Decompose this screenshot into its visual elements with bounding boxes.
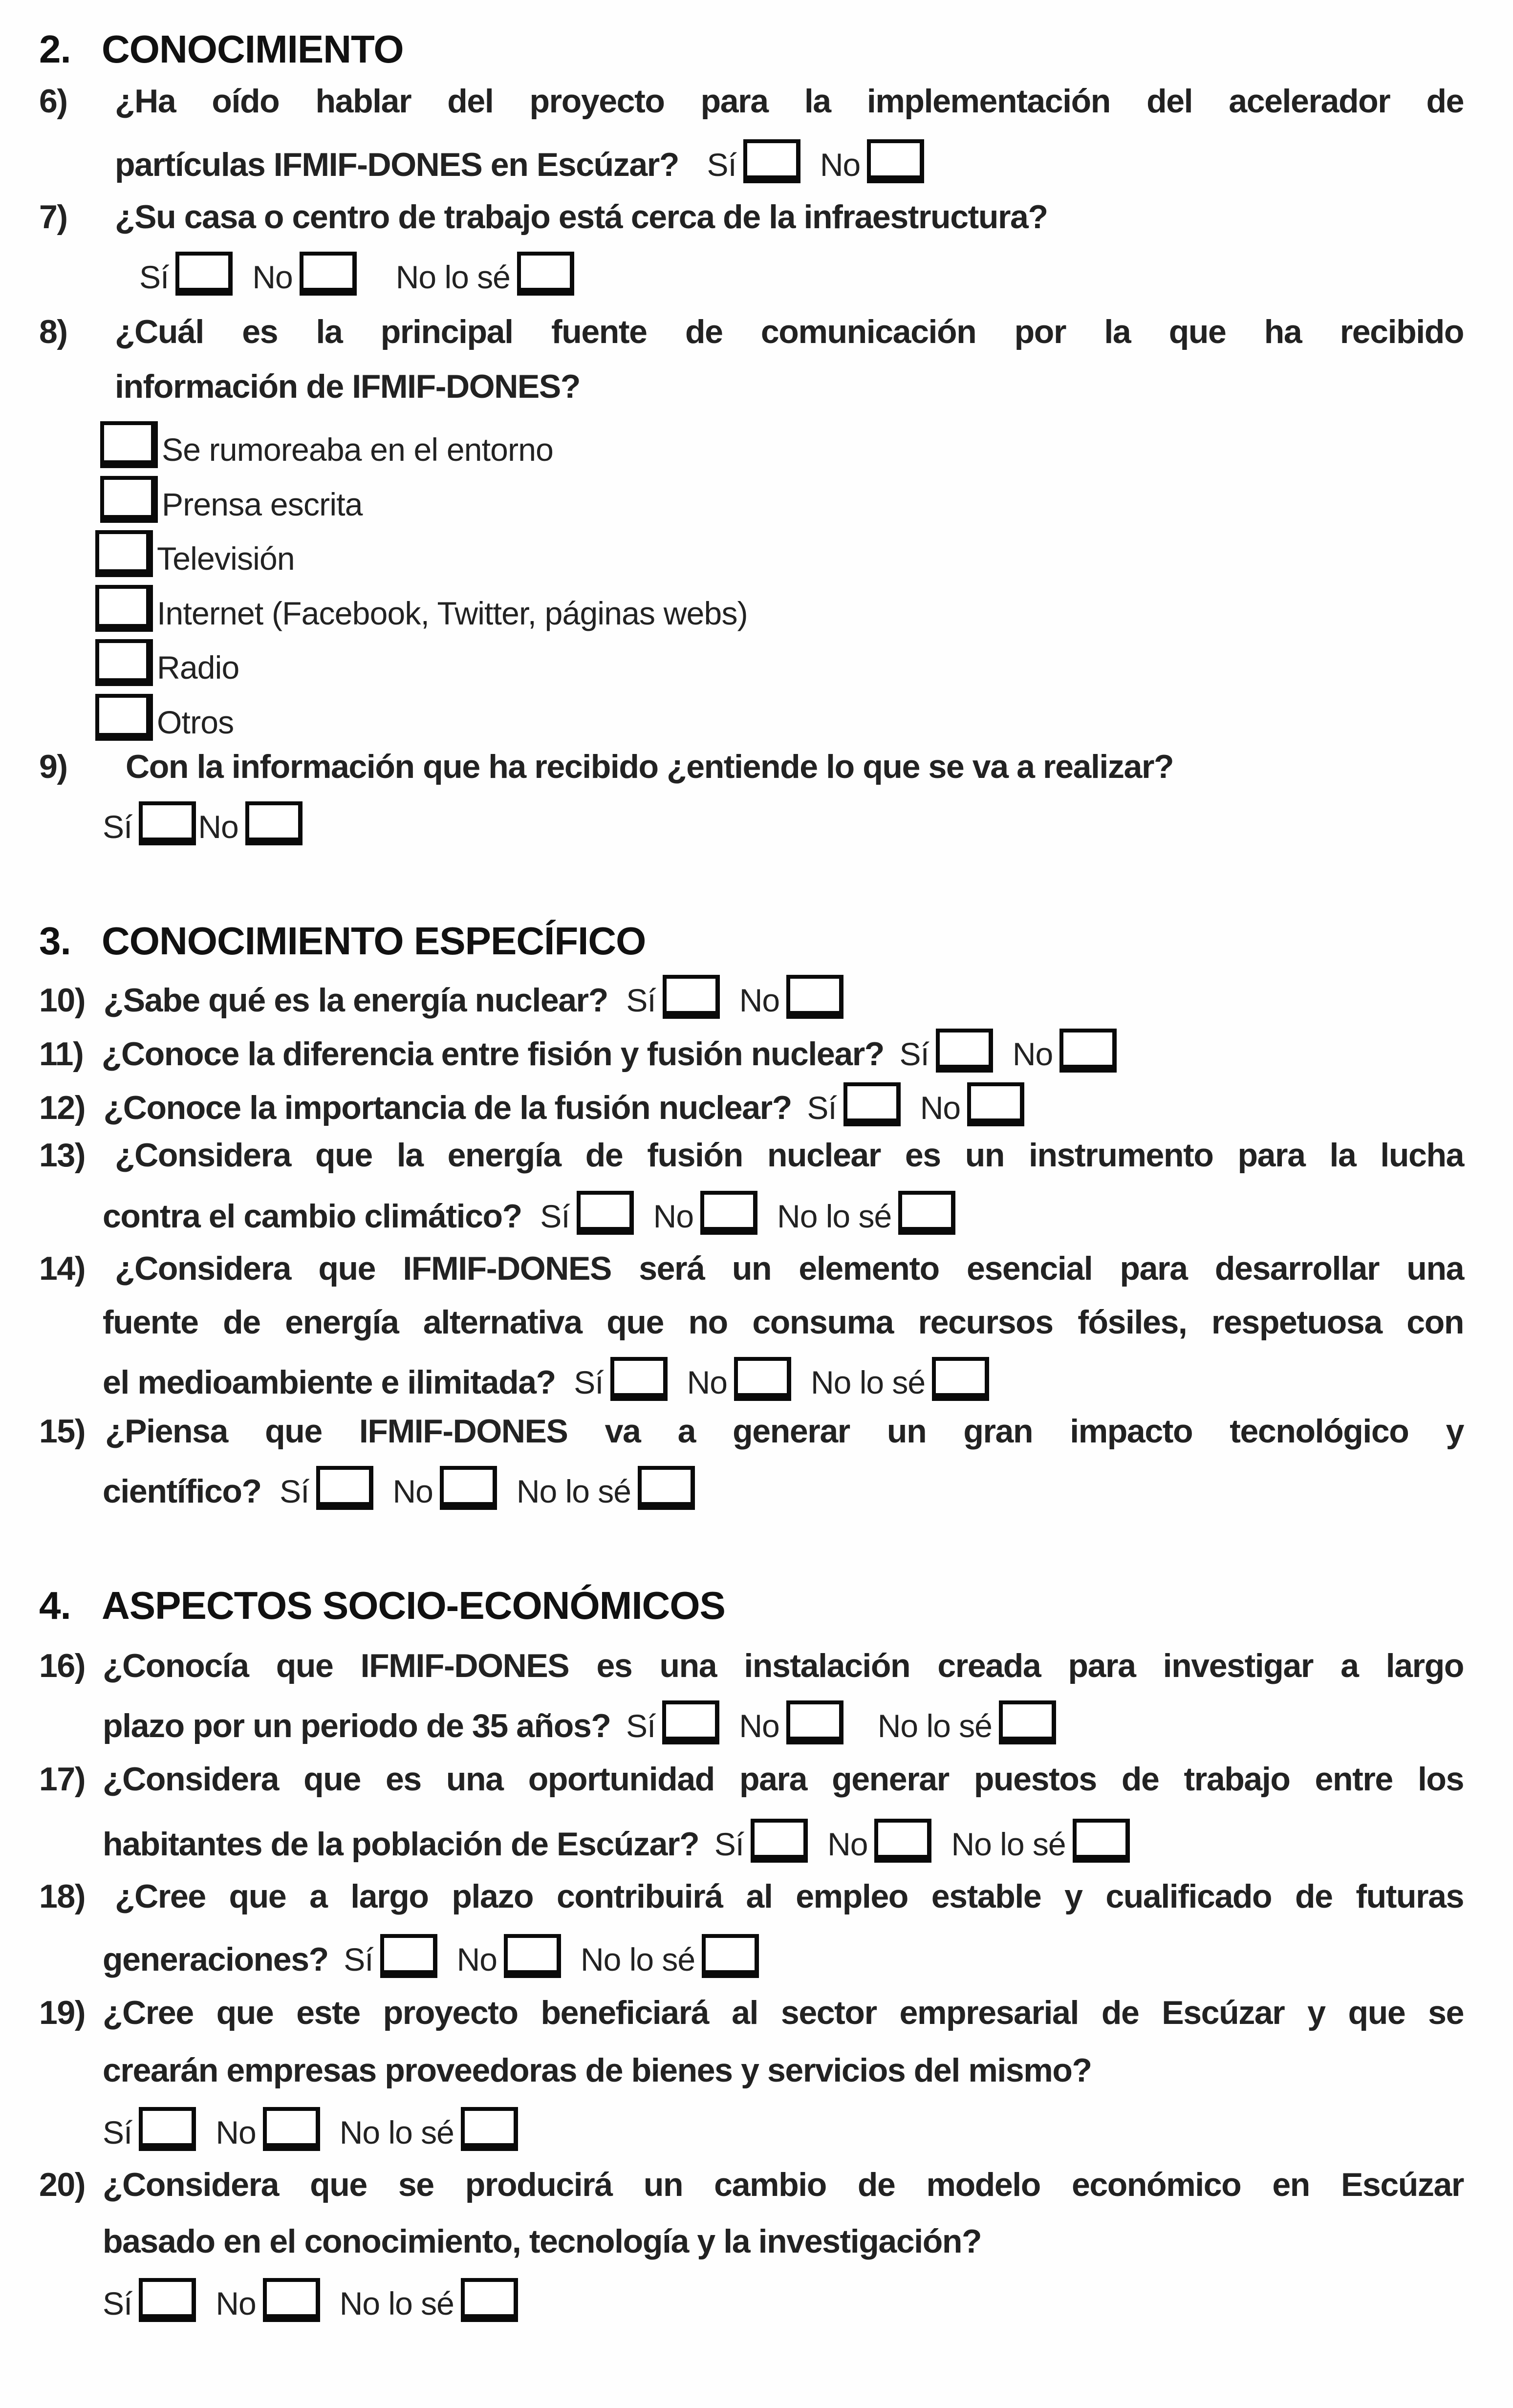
question-text: ¿Ha oído hablar del proyecto para la implementación del acelerador de — [115, 83, 1464, 120]
question-text: ¿Sabe qué es la energía nuclear? — [103, 982, 608, 1019]
question-12 — [39, 1082, 1024, 1127]
question-text: ¿Conoce la diferencia entre fisión y fusión nuclear? — [101, 1035, 884, 1073]
question-number: 6) — [39, 83, 67, 120]
question-text: ¿Considera que la energía de fusión nuclear es un instrumento para la lucha — [115, 1137, 1464, 1174]
answer-group — [280, 1466, 695, 1510]
question-text: ¿Su casa o centro de trabajo está cerca de la infraestructura? — [115, 198, 1048, 236]
question-20 — [39, 2166, 1464, 2204]
option-prensa[interactable] — [100, 476, 363, 523]
answer-label-si: Sí — [574, 1364, 604, 1400]
question-11 — [39, 1029, 1117, 1073]
question-text: fuente de energía alternativa que no consuma recursos fósiles, respetuosa con — [103, 1304, 1464, 1341]
question-number: 13) — [39, 1137, 86, 1174]
question-14-line-3 — [103, 1357, 989, 1401]
section-number: 3. — [39, 919, 71, 963]
question-number: 14) — [39, 1250, 86, 1287]
question-text: ¿Cuál es la principal fuente de comunicación por la que ha recibido — [115, 313, 1464, 350]
option-radio[interactable] — [95, 639, 239, 686]
section-number: 4. — [39, 1584, 71, 1627]
answer-label-si: Sí — [626, 982, 656, 1018]
checkbox-q15-si[interactable] — [316, 1466, 373, 1510]
question-9 — [39, 748, 1174, 786]
checkbox-q19-si[interactable] — [139, 2107, 196, 2151]
option-label: Se rumoreaba en el entorno — [162, 431, 554, 468]
question-text: ¿Considera que se producirá un cambio de modelo económico en Escúzar — [103, 2166, 1464, 2203]
answer-label-no-lo-se: No lo sé — [777, 1198, 892, 1234]
answer-label-si: Sí — [344, 1941, 373, 1978]
question-13-line-2 — [103, 1191, 955, 1235]
question-text: plazo por un periodo de 35 años? — [103, 1707, 611, 1744]
answer-label-no: No — [920, 1090, 961, 1126]
checkbox-q20-no[interactable] — [263, 2278, 320, 2322]
question-text: contra el cambio climático? — [103, 1198, 522, 1235]
answer-label-no-lo-se: No lo sé — [516, 1473, 631, 1509]
answer-label-no: No — [216, 2285, 256, 2322]
answer-label-no: No — [653, 1198, 694, 1234]
question-text: ¿Piensa que IFMIF-DONES va a generar un gran impacto tecnológico y — [105, 1413, 1464, 1450]
section-title: CONOCIMIENTO — [102, 27, 404, 71]
checkbox-q11-si[interactable] — [936, 1029, 993, 1073]
checkbox-q16-no-lo-se[interactable] — [999, 1700, 1056, 1744]
option-label: Prensa escrita — [162, 486, 363, 522]
checkbox-q6-no[interactable] — [867, 139, 924, 183]
answer-label-si: Sí — [103, 2285, 132, 2322]
option-label: Internet (Facebook, Twitter, páginas webs) — [157, 595, 748, 631]
answer-label-no-lo-se: No lo sé — [877, 1708, 992, 1744]
checkbox-q18-no[interactable] — [504, 1934, 561, 1978]
checkbox-q18-no-lo-se[interactable] — [702, 1934, 759, 1978]
question-10 — [39, 975, 843, 1019]
section-number: 2. — [39, 27, 71, 71]
checkbox-q17-no[interactable] — [874, 1819, 931, 1863]
question-number: 15) — [39, 1413, 86, 1450]
checkbox-option[interactable] — [95, 530, 153, 577]
question-9-answers — [103, 801, 303, 845]
question-number: 19) — [39, 1994, 86, 2031]
checkbox-q11-no[interactable] — [1059, 1029, 1117, 1073]
question-7-answers — [139, 252, 574, 296]
question-number: 7) — [39, 198, 67, 236]
checkbox-q9-no[interactable] — [245, 801, 303, 845]
checkbox-q17-si[interactable] — [751, 1819, 808, 1863]
question-13 — [39, 1136, 1464, 1174]
question-8 — [39, 313, 1464, 351]
answer-group — [574, 1357, 989, 1401]
answer-label-no-lo-se: No lo sé — [811, 1364, 926, 1400]
answer-label-no: No — [252, 259, 293, 295]
checkbox-q13-no[interactable] — [700, 1191, 757, 1235]
checkbox-q7-no[interactable] — [300, 252, 357, 296]
question-19-answers — [103, 2107, 518, 2151]
option-otros[interactable] — [95, 694, 234, 741]
question-text: ¿Considera que es una oportunidad para generar puestos de trabajo entre los — [103, 1761, 1464, 1798]
question-15 — [39, 1412, 1464, 1450]
answer-label-si: Sí — [714, 1826, 744, 1862]
checkbox-q10-no[interactable] — [786, 975, 843, 1019]
question-15-line-2 — [103, 1466, 695, 1510]
checkbox-option[interactable] — [95, 585, 153, 632]
answer-label-no: No — [820, 147, 861, 183]
question-6-line-2 — [115, 139, 924, 184]
question-14-line-2 — [103, 1303, 1464, 1341]
question-17 — [39, 1760, 1464, 1798]
question-16-line-2 — [103, 1700, 1056, 1745]
option-television[interactable] — [95, 530, 295, 577]
checkbox-q12-no[interactable] — [967, 1082, 1024, 1126]
question-18-line-2 — [103, 1934, 759, 1978]
answer-group — [344, 1934, 759, 1978]
answer-group — [714, 1819, 1130, 1863]
question-6 — [39, 82, 1464, 120]
checkbox-q16-si[interactable] — [662, 1700, 719, 1744]
question-14 — [39, 1249, 1464, 1288]
question-text: ¿Conoce la importancia de la fusión nuclear? — [103, 1089, 792, 1126]
checkbox-q13-si[interactable] — [577, 1191, 634, 1235]
answer-label-no: No — [1012, 1036, 1053, 1072]
checkbox-q19-no-lo-se[interactable] — [461, 2107, 518, 2151]
question-number: 11) — [39, 1035, 84, 1073]
answer-label-no-lo-se: No lo sé — [339, 2114, 454, 2150]
question-7 — [39, 198, 1048, 236]
answer-label-no: No — [392, 1473, 433, 1509]
question-20-line-2 — [103, 2222, 981, 2260]
question-number: 10) — [39, 982, 86, 1019]
question-text: habitantes de la población de Escúzar? — [103, 1826, 699, 1863]
question-number: 8) — [39, 313, 67, 350]
checkbox-q14-si[interactable] — [610, 1357, 668, 1401]
section-heading-aspectos-socio-economicos — [39, 1583, 725, 1628]
question-text: el medioambiente e ilimitada? — [103, 1364, 556, 1401]
checkbox-q9-si[interactable] — [139, 801, 196, 845]
option-internet[interactable] — [95, 585, 748, 632]
question-number: 17) — [39, 1761, 86, 1798]
question-number: 16) — [39, 1647, 86, 1684]
checkbox-q19-no[interactable] — [263, 2107, 320, 2151]
question-16 — [39, 1647, 1464, 1685]
answer-group — [626, 975, 843, 1019]
question-17-line-2 — [103, 1819, 1130, 1863]
checkbox-q15-no[interactable] — [440, 1466, 497, 1510]
question-19-line-2 — [103, 2051, 1092, 2089]
answer-label-si: Sí — [899, 1036, 929, 1072]
checkbox-q18-si[interactable] — [380, 1934, 437, 1978]
question-text: información de IFMIF-DONES? — [115, 368, 580, 405]
answer-label-no-lo-se: No lo sé — [395, 259, 510, 295]
question-8-line-2 — [115, 367, 580, 406]
question-18 — [39, 1877, 1464, 1915]
option-label: Radio — [157, 649, 239, 686]
question-text: ¿Conocía que IFMIF-DONES es una instalación creada para investigar a largo — [103, 1647, 1464, 1684]
checkbox-option[interactable] — [100, 476, 158, 523]
answer-label-no-lo-se: No lo sé — [951, 1826, 1066, 1862]
answer-label-si: Sí — [626, 1708, 656, 1744]
question-text: crearán empresas proveedoras de bienes y servicios del mismo? — [103, 2052, 1092, 2089]
answer-label-no: No — [456, 1941, 497, 1978]
checkbox-q7-si[interactable] — [175, 252, 233, 296]
answer-group — [707, 139, 925, 183]
section-heading-conocimiento-especifico — [39, 919, 646, 964]
checkbox-q13-no-lo-se[interactable] — [898, 1191, 955, 1235]
answer-label-si: Sí — [139, 259, 169, 295]
section-heading-conocimiento — [39, 27, 404, 72]
answer-group — [899, 1029, 1117, 1073]
answer-label-si: Sí — [103, 809, 132, 845]
answer-label-no: No — [216, 2114, 256, 2150]
answer-label-no: No — [827, 1826, 868, 1862]
question-19 — [39, 1994, 1464, 2032]
answer-group — [626, 1700, 1056, 1744]
answer-label-si: Sí — [807, 1090, 837, 1126]
option-label: Otros — [157, 704, 234, 740]
checkbox-q14-no[interactable] — [734, 1357, 791, 1401]
answer-label-si: Sí — [707, 147, 736, 183]
answer-label-si: Sí — [103, 2114, 132, 2150]
question-number: 12) — [39, 1089, 86, 1126]
checkbox-option[interactable] — [95, 694, 153, 741]
question-number: 20) — [39, 2166, 86, 2203]
answer-label-no-lo-se: No lo sé — [581, 1941, 695, 1978]
checkbox-q15-no-lo-se[interactable] — [638, 1466, 695, 1510]
question-text: ¿Cree que a largo plazo contribuirá al empleo estable y cualificado de futuras — [115, 1878, 1464, 1915]
question-text: basado en el conocimiento, tecnología y la investigación? — [103, 2223, 982, 2260]
answer-label-si: Sí — [280, 1473, 309, 1509]
question-text: ¿Cree que este proyecto beneficiará al sector empresarial de Escúzar y que se — [103, 1994, 1464, 2031]
checkbox-q7-no-lo-se[interactable] — [517, 252, 574, 296]
question-text: generaciones? — [103, 1941, 328, 1978]
checkbox-q12-si[interactable] — [843, 1082, 901, 1126]
section-title: CONOCIMIENTO ESPECÍFICO — [102, 919, 646, 963]
answer-group — [807, 1082, 1024, 1126]
option-rumor[interactable] — [100, 421, 553, 468]
checkbox-q17-no-lo-se[interactable] — [1073, 1819, 1130, 1863]
question-number: 9) — [39, 748, 67, 785]
question-text: partículas IFMIF-DONES en Escúzar? — [115, 146, 679, 183]
checkbox-q20-no-lo-se[interactable] — [461, 2278, 518, 2322]
answer-label-no: No — [687, 1364, 728, 1400]
answer-label-si: Sí — [540, 1198, 570, 1234]
checkbox-option[interactable] — [100, 421, 158, 468]
checkbox-q10-si[interactable] — [663, 975, 720, 1019]
question-text: científico? — [103, 1473, 261, 1510]
answer-label-no: No — [198, 809, 238, 845]
answer-label-no: No — [739, 982, 780, 1018]
checkbox-q16-no[interactable] — [786, 1700, 843, 1744]
checkbox-q6-si[interactable] — [743, 139, 800, 183]
checkbox-option[interactable] — [95, 639, 153, 686]
question-20-answers — [103, 2278, 518, 2322]
question-number: 18) — [39, 1878, 86, 1915]
question-text: Con la información que ha recibido ¿entiende lo que se va a realizar? — [126, 748, 1174, 785]
option-label: Televisión — [157, 540, 295, 577]
answer-group — [540, 1191, 955, 1235]
answer-label-no-lo-se: No lo sé — [339, 2285, 454, 2322]
section-title: ASPECTOS SOCIO-ECONÓMICOS — [102, 1584, 725, 1627]
answer-label-no: No — [739, 1708, 779, 1744]
checkbox-q14-no-lo-se[interactable] — [932, 1357, 989, 1401]
question-text: ¿Considera que IFMIF-DONES será un elemento esencial para desarrollar una — [115, 1250, 1464, 1287]
checkbox-q20-si[interactable] — [139, 2278, 196, 2322]
